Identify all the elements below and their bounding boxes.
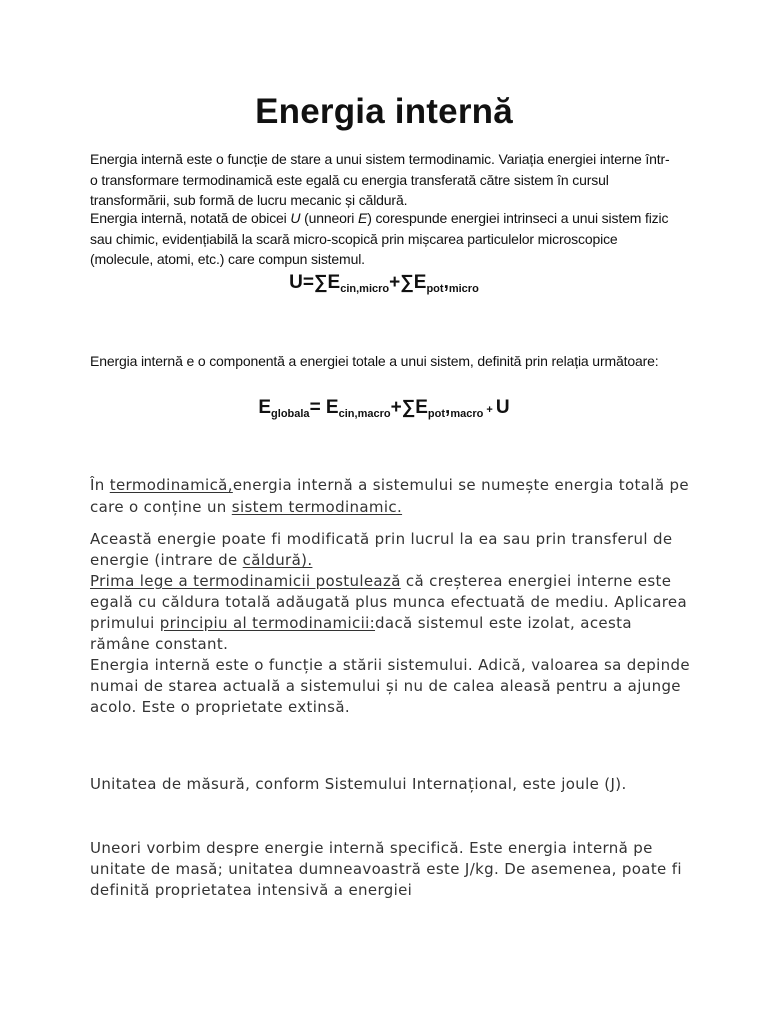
subscript: cin,macro [338,408,391,420]
link-caldura[interactable]: căldură). [242,551,313,569]
internal-energy-formula [0,272,768,294]
text: . Variația energiei [491,151,600,167]
text: este o [186,151,224,167]
global-energy-formula [0,397,768,419]
text: Energia internă, notată de obicei [90,210,291,226]
text: Această energie poate fi modificată prin lucrul la ea sau prin transferul de energie (intrare de [90,530,673,569]
symbol-e: E [358,210,368,226]
text: și [345,192,355,208]
formula-part: + [483,404,496,416]
text: că creșterea energiei interne este egală cu căldura totală adăugată plus munca efectuată de mediu. Aplicarea primului [90,572,688,632]
text: lucru mecanic [253,192,346,208]
text: căldură. [354,192,408,208]
text: interne într-o [90,151,670,188]
subscript: pot [426,283,444,295]
text: funcție de stare [223,151,325,167]
definition-paragraph [90,149,670,211]
subscript: macro [450,408,484,420]
link-sistem-termodinamic[interactable]: sistem termodinamic. [231,498,403,516]
specific-energy-paragraph: Uneori vorbim despre energie internă specifică. Este energia internă pe unitate de masă; unitatea dumneavoastră este J/kg. De asemenea, poate fi definită proprietatea intensivă a energiei [90,839,682,899]
page-title: Energia internă [255,92,513,131]
subscript: pot [427,408,446,420]
formula-part: , [443,272,449,293]
formula-part: , [445,397,451,418]
symbol-u: U [290,210,301,226]
text: energia internă a sistemului se numește energia totală pe care o conține un [90,476,689,516]
subscript: micro [448,283,479,295]
link-prima-lege[interactable]: Prima lege a termodinamicii postulează [90,572,401,590]
text: Energia internă [90,151,187,167]
total-energy-paragraph: Energia internă e o componentă a energiei totale a unui sistem, definită prin relația următoare: [90,353,659,369]
formula-part: = E [309,397,339,418]
unit-paragraph: Unitatea de măsură, conform Sistemului Internațional, este joule (J). [90,775,627,793]
formula-part: E [258,397,272,418]
subscript: cin,micro [340,283,390,295]
text: (unneori [300,210,358,226]
thermodynamics-paragraph [90,474,690,518]
subscript: globala [271,408,310,420]
first-law-paragraph [90,529,690,718]
formula-part: U [495,397,510,418]
text: transformare termodinamică este egală cu energia transferată către sistem în cursul transformării, [90,171,609,208]
link-principiu[interactable]: principiu al termodinamicii: [159,614,376,632]
formula-part: U=∑E [289,272,341,293]
text: ) corespunde energiei intrinseci a unui sistem fizic sau chimic, evidențiabilă la scară micro-scopică prin mișcarea particulelor microscopice (molecule, atomi, etc.) care compun sistemul. [90,210,669,267]
text: sub formă de [173,192,254,208]
formula-part: +∑E [389,272,427,293]
formula-part: +∑E [390,397,428,418]
text: În [90,476,110,494]
link-termodinamica[interactable]: termodinamică, [109,476,233,494]
text: a unui sistem termodinamic [324,151,492,167]
text: dacă sistemul este izolat, acesta rămâne constant. [90,614,632,653]
notation-paragraph [90,208,670,270]
text: Energia internă este o funcție a stării sistemului. Adică, valoarea sa depinde numai de starea actuală a sistemului și nu de calea aleasă pentru a ajunge acolo. Este o proprietate extinsă. [90,656,690,716]
